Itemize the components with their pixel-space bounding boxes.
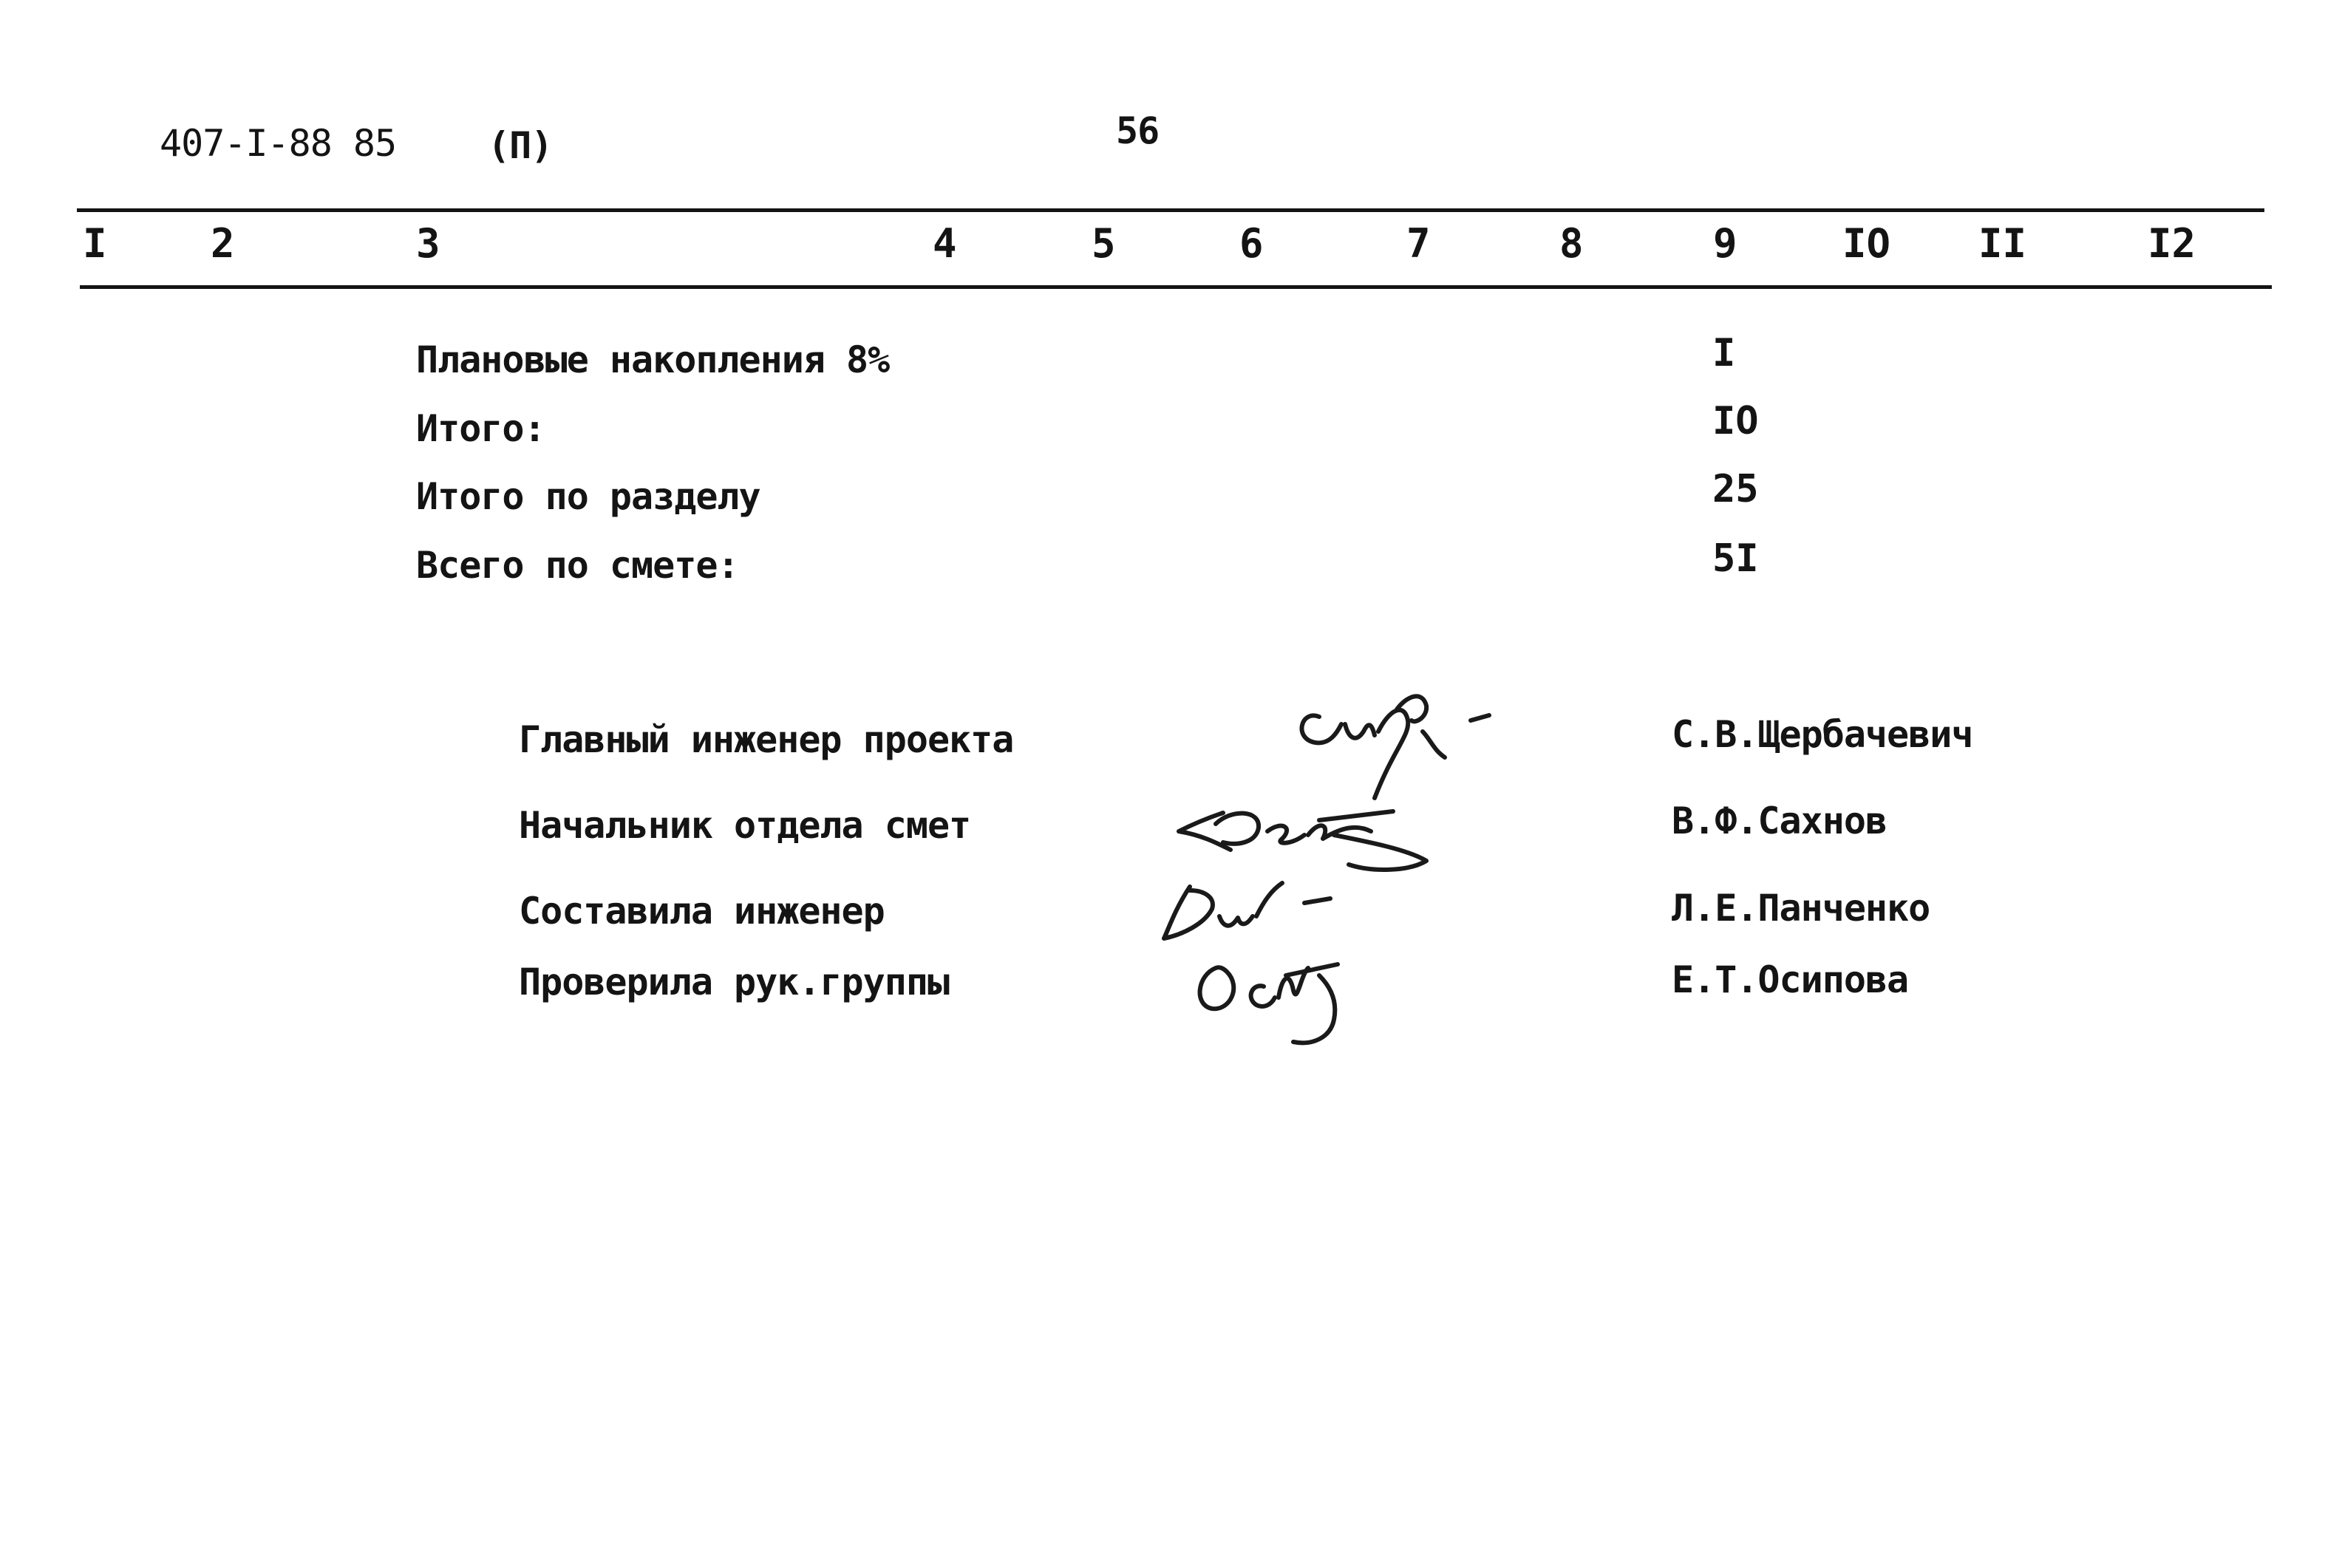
table-row-value: 5I — [1712, 536, 1759, 581]
table-row-label: Итого: — [416, 407, 545, 450]
handwritten-signature — [1286, 680, 1537, 805]
column-number: 4 — [933, 220, 957, 267]
table-row-value: 25 — [1712, 467, 1759, 511]
table-row-label: Всего по смете: — [416, 544, 739, 587]
column-number: 9 — [1713, 220, 1737, 267]
column-number: IO — [1842, 220, 1891, 267]
handwritten-signature — [1171, 791, 1437, 879]
column-number: 6 — [1239, 220, 1264, 267]
signature-role: Главный инженер проекта — [519, 718, 1014, 761]
signature-role: Составила инженер — [519, 890, 885, 933]
column-number: 5 — [1092, 220, 1116, 267]
column-number: I — [83, 220, 107, 267]
column-number: I2 — [2148, 220, 2196, 267]
signature-name: Е.Т.Осипова — [1672, 958, 1909, 1001]
handwritten-signature — [1190, 946, 1397, 1057]
document-code: 407-I-88 85 — [160, 122, 397, 165]
column-number: 8 — [1559, 220, 1584, 267]
handwritten-signature — [1153, 872, 1375, 953]
table-row-value: IO — [1712, 399, 1759, 443]
table-row-label: Итого по разделу — [416, 475, 760, 518]
table-row-value: I — [1712, 331, 1736, 375]
table-row-label: Плановые накопления 8% — [416, 338, 890, 381]
series-mark: (П) — [488, 124, 553, 167]
column-number: 3 — [416, 220, 440, 267]
signature-name: В.Ф.Сахнов — [1672, 800, 1887, 842]
column-number: II — [1978, 220, 2027, 267]
signature-role: Начальник отдела смет — [519, 804, 971, 847]
signature-role: Проверила рук.группы — [519, 961, 950, 1003]
table-header-bottom-rule — [80, 285, 2272, 289]
table-top-rule — [77, 208, 2264, 212]
column-number: 2 — [211, 220, 235, 267]
column-number: 7 — [1406, 220, 1431, 267]
signature-name: С.В.Щербачевич — [1672, 713, 1973, 756]
page-number: 56 — [1116, 109, 1160, 152]
signature-name: Л.Е.Панченко — [1672, 887, 1930, 930]
